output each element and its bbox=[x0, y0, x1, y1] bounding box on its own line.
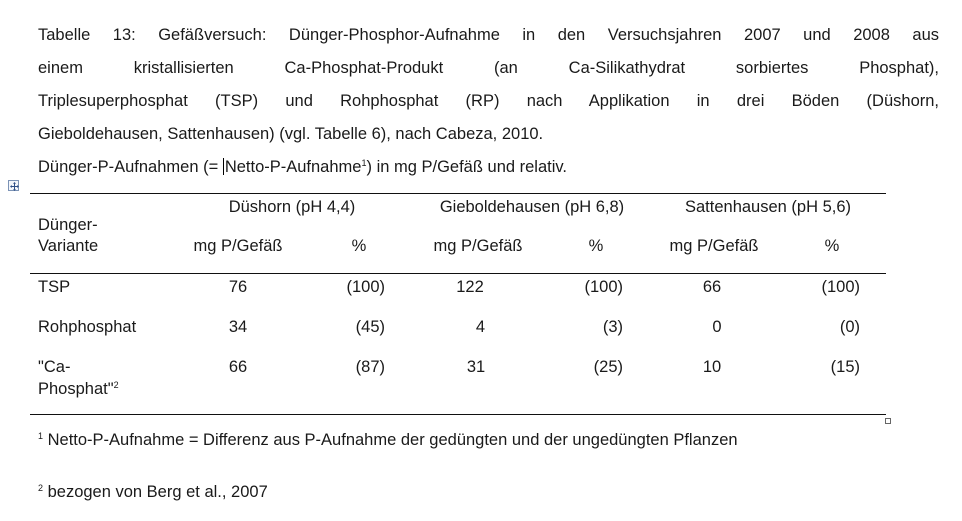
caption-line: einem kristallisierten Ca-Phosphat-Produkt (an Ca-Silikathydrat sorbiertes Phosphat), bbox=[38, 59, 939, 77]
table-header-rule bbox=[30, 273, 886, 274]
column-header-percent: % bbox=[824, 237, 840, 255]
footnote-mark: 2 bbox=[113, 380, 119, 390]
cell-abs: 34 bbox=[228, 318, 248, 336]
row-header-line1: Dünger- bbox=[38, 216, 98, 234]
table-resize-handle[interactable] bbox=[885, 418, 891, 424]
table-top-rule bbox=[30, 193, 886, 194]
subcaption-before: Dünger-P-Aufnahmen (= bbox=[38, 158, 223, 176]
footnote-mark: 2 bbox=[38, 483, 44, 493]
four-arrow-move-icon bbox=[9, 181, 20, 192]
cell-rel: (3) bbox=[602, 318, 623, 336]
caption-line: Tabelle 13: Gefäßversuch: Dünger-Phosphor-Aufnahme in den Versuchsjahren 2007 und 2008 aus bbox=[38, 26, 939, 44]
cell-abs: 4 bbox=[475, 318, 485, 336]
caption-line: Triplesuperphosphat (TSP) und Rohphosphat (RP) nach Applikation in drei Böden (Düshorn, bbox=[38, 92, 939, 110]
column-header-percent: % bbox=[588, 237, 604, 255]
caption-last-line: Gieboldehausen, Sattenhausen) (vgl. Tabelle 6), nach Cabeza, 2010. bbox=[38, 125, 544, 143]
footnote bbox=[38, 430, 738, 450]
footnote-text: bezogen von Berg et al., 2007 bbox=[43, 483, 268, 501]
footnote-mark: 1 bbox=[361, 158, 367, 168]
cell-rel: (87) bbox=[355, 358, 385, 376]
cell-abs: 31 bbox=[466, 358, 486, 376]
cell-rel: (100) bbox=[584, 278, 623, 296]
column-header-unit: mg P/Gefäß bbox=[669, 237, 759, 255]
table-move-handle[interactable] bbox=[8, 180, 19, 191]
cell-rel: (0) bbox=[839, 318, 860, 336]
row-header-line2: Variante bbox=[38, 237, 99, 255]
cell-rel: (15) bbox=[830, 358, 860, 376]
subcaption-term: Netto-P-Aufnahme bbox=[224, 158, 362, 176]
row-label-text: Phosphat" bbox=[38, 380, 114, 398]
footnote-mark: 1 bbox=[38, 431, 44, 441]
table-caption bbox=[38, 19, 939, 118]
text-cursor bbox=[223, 158, 224, 175]
subcaption-after: ) in mg P/Gefäß und relativ. bbox=[366, 158, 568, 176]
cell-abs: 66 bbox=[702, 278, 722, 296]
column-header-soil: Düshorn (pH 4,4) bbox=[228, 198, 356, 216]
table-bottom-rule bbox=[30, 414, 886, 415]
cell-rel: (25) bbox=[593, 358, 623, 376]
row-label-line2 bbox=[38, 379, 119, 399]
column-header-unit: mg P/Gefäß bbox=[193, 237, 283, 255]
cell-abs: 122 bbox=[456, 278, 484, 296]
cell-rel: (100) bbox=[821, 278, 860, 296]
column-header-soil: Sattenhausen (pH 5,6) bbox=[684, 198, 852, 216]
table-subcaption bbox=[38, 151, 567, 184]
row-label: Rohphosphat bbox=[38, 318, 137, 336]
cell-abs: 0 bbox=[712, 318, 722, 336]
cell-abs: 10 bbox=[702, 358, 722, 376]
column-header-soil: Gieboldehausen (pH 6,8) bbox=[439, 198, 625, 216]
cell-rel: (100) bbox=[346, 278, 385, 296]
column-header-percent: % bbox=[351, 237, 367, 255]
footnote bbox=[38, 482, 268, 502]
column-header-unit: mg P/Gefäß bbox=[433, 237, 523, 255]
cell-abs: 76 bbox=[228, 278, 248, 296]
cell-abs: 66 bbox=[228, 358, 248, 376]
cell-rel: (45) bbox=[355, 318, 385, 336]
row-label: "Ca- bbox=[38, 358, 71, 376]
row-label: TSP bbox=[38, 278, 71, 296]
footnote-text: Netto-P-Aufnahme = Differenz aus P-Aufnahme der gedüngten und der ungedüngten Pflanzen bbox=[43, 431, 738, 449]
